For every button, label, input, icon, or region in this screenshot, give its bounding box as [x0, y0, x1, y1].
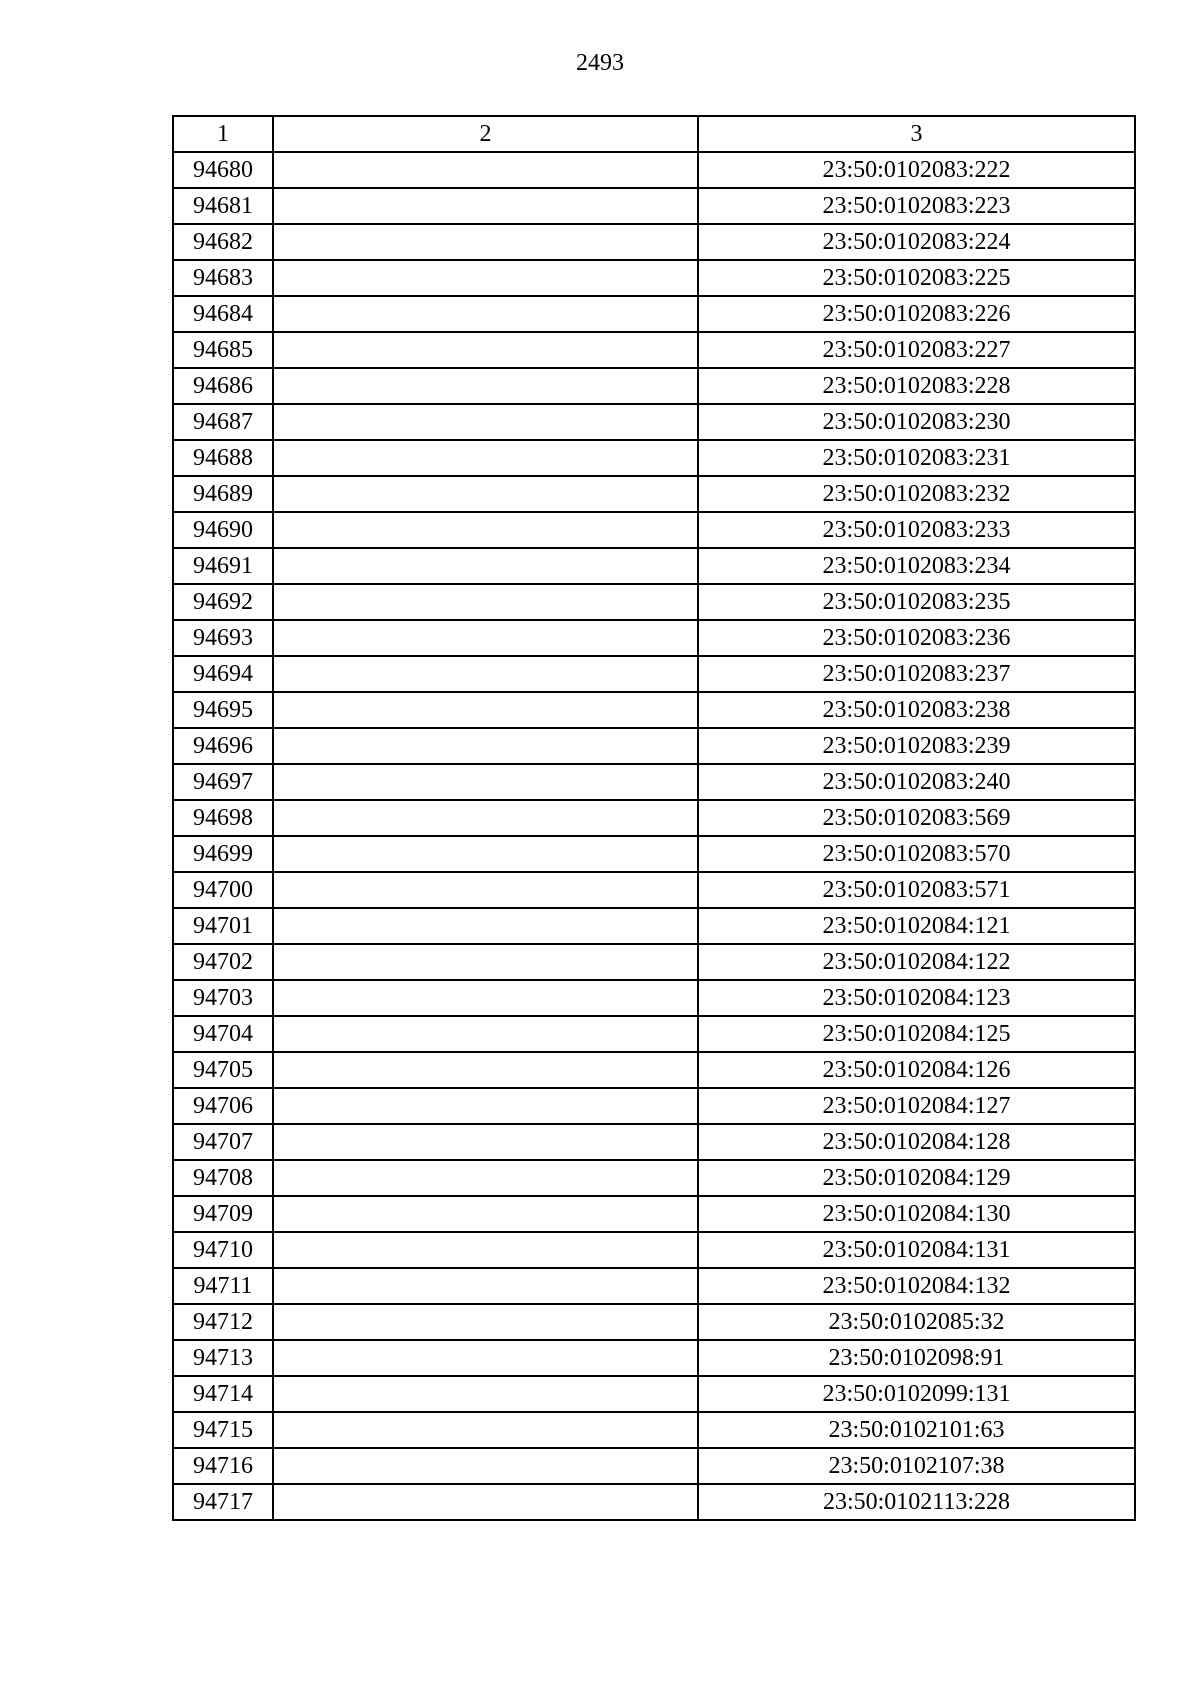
row-number-cell: 94682 [173, 224, 273, 260]
column-2-cell [273, 260, 698, 296]
cadastral-number-cell: 23:50:0102084:128 [698, 1124, 1135, 1160]
cadastral-number-cell: 23:50:0102084:125 [698, 1016, 1135, 1052]
row-number-cell: 94690 [173, 512, 273, 548]
table-row [173, 1160, 1135, 1196]
row-number-cell: 94712 [173, 1304, 273, 1340]
cadastral-number-cell: 23:50:0102083:234 [698, 548, 1135, 584]
row-number-cell: 94683 [173, 260, 273, 296]
column-2-cell [273, 296, 698, 332]
column-2-cell [273, 1484, 698, 1520]
cadastral-number-cell: 23:50:0102083:569 [698, 800, 1135, 836]
table-row [173, 1052, 1135, 1088]
table-row [173, 188, 1135, 224]
column-2-cell [273, 1016, 698, 1052]
row-number-cell: 94698 [173, 800, 273, 836]
page-number: 2493 [576, 50, 624, 76]
cadastral-number-cell: 23:50:0102084:127 [698, 1088, 1135, 1124]
table-row [173, 1448, 1135, 1484]
column-2-cell [273, 1088, 698, 1124]
table-row [173, 1304, 1135, 1340]
cadastral-number-cell: 23:50:0102083:232 [698, 476, 1135, 512]
cadastral-number-cell: 23:50:0102083:237 [698, 656, 1135, 692]
row-number-cell: 94701 [173, 908, 273, 944]
table-row [173, 1484, 1135, 1520]
row-number-cell: 94685 [173, 332, 273, 368]
table-row [173, 1232, 1135, 1268]
table-row [173, 764, 1135, 800]
column-2-cell [273, 656, 698, 692]
column-2-cell [273, 908, 698, 944]
row-number-cell: 94700 [173, 872, 273, 908]
column-2-cell [273, 1124, 698, 1160]
row-number-cell: 94714 [173, 1376, 273, 1412]
column-2-cell [273, 1448, 698, 1484]
row-number-cell: 94715 [173, 1412, 273, 1448]
row-number-cell: 94681 [173, 188, 273, 224]
row-number-cell: 94687 [173, 404, 273, 440]
cadastral-number-cell: 23:50:0102083:226 [698, 296, 1135, 332]
row-number-cell: 94717 [173, 1484, 273, 1520]
cadastral-number-cell: 23:50:0102083:230 [698, 404, 1135, 440]
row-number-cell: 94686 [173, 368, 273, 404]
table-row [173, 980, 1135, 1016]
table-row [173, 656, 1135, 692]
cadastral-number-cell: 23:50:0102083:228 [698, 368, 1135, 404]
column-2-cell [273, 368, 698, 404]
column-2-cell [273, 1160, 698, 1196]
table-row [173, 332, 1135, 368]
row-number-cell: 94697 [173, 764, 273, 800]
column-2-cell [273, 548, 698, 584]
row-number-cell: 94709 [173, 1196, 273, 1232]
row-number-cell: 94710 [173, 1232, 273, 1268]
row-number-cell: 94708 [173, 1160, 273, 1196]
cadastral-number-cell: 23:50:0102084:129 [698, 1160, 1135, 1196]
table-row [173, 584, 1135, 620]
table-row [173, 1376, 1135, 1412]
table-row [173, 296, 1135, 332]
column-2-cell [273, 980, 698, 1016]
table-row [173, 800, 1135, 836]
cadastral-number-cell: 23:50:0102083:222 [698, 152, 1135, 188]
column-2-cell [273, 1232, 698, 1268]
column-2-cell [273, 1304, 698, 1340]
column-2-cell [273, 584, 698, 620]
table-row [173, 620, 1135, 656]
cadastral-number-cell: 23:50:0102084:131 [698, 1232, 1135, 1268]
row-number-cell: 94692 [173, 584, 273, 620]
cadastral-number-cell: 23:50:0102083:236 [698, 620, 1135, 656]
cadastral-number-cell: 23:50:0102107:38 [698, 1448, 1135, 1484]
row-number-cell: 94693 [173, 620, 273, 656]
cadastral-number-cell: 23:50:0102084:126 [698, 1052, 1135, 1088]
table-row [173, 1340, 1135, 1376]
table-row [173, 1196, 1135, 1232]
cadastral-number-cell: 23:50:0102101:63 [698, 1412, 1135, 1448]
table-row [173, 548, 1135, 584]
column-2-cell [273, 836, 698, 872]
row-number-cell: 94713 [173, 1340, 273, 1376]
column-2-cell [273, 224, 698, 260]
table-row [173, 1268, 1135, 1304]
cadastral-number-cell: 23:50:0102083:235 [698, 584, 1135, 620]
header-col-1: 1 [173, 116, 273, 152]
header-row [173, 116, 1135, 152]
cadastral-number-cell: 23:50:0102084:132 [698, 1268, 1135, 1304]
header-col-3: 3 [698, 116, 1135, 152]
table-row [173, 1412, 1135, 1448]
cadastral-number-cell: 23:50:0102083:239 [698, 728, 1135, 764]
table-row [173, 368, 1135, 404]
cadastral-number-cell: 23:50:0102083:224 [698, 224, 1135, 260]
column-2-cell [273, 440, 698, 476]
column-2-cell [273, 1052, 698, 1088]
cadastral-number-cell: 23:50:0102113:228 [698, 1484, 1135, 1520]
row-number-cell: 94702 [173, 944, 273, 980]
table-row [173, 692, 1135, 728]
table-row [173, 1016, 1135, 1052]
cadastral-number-cell: 23:50:0102083:570 [698, 836, 1135, 872]
cadastral-number-cell: 23:50:0102084:130 [698, 1196, 1135, 1232]
column-2-cell [273, 1376, 698, 1412]
column-2-cell [273, 728, 698, 764]
cadastral-number-cell: 23:50:0102083:223 [698, 188, 1135, 224]
row-number-cell: 94707 [173, 1124, 273, 1160]
cadastral-number-cell: 23:50:0102083:227 [698, 332, 1135, 368]
cadastral-number-cell: 23:50:0102084:121 [698, 908, 1135, 944]
cadastral-number-cell: 23:50:0102083:238 [698, 692, 1135, 728]
column-2-cell [273, 188, 698, 224]
table-row [173, 944, 1135, 980]
row-number-cell: 94689 [173, 476, 273, 512]
cadastral-number-cell: 23:50:0102084:122 [698, 944, 1135, 980]
column-2-cell [273, 332, 698, 368]
column-2-cell [273, 512, 698, 548]
table-row [173, 260, 1135, 296]
header-col-2: 2 [273, 116, 698, 152]
row-number-cell: 94691 [173, 548, 273, 584]
row-number-cell: 94711 [173, 1268, 273, 1304]
table-row [173, 152, 1135, 188]
table-row [173, 728, 1135, 764]
row-number-cell: 94684 [173, 296, 273, 332]
cadastral-number-cell: 23:50:0102083:571 [698, 872, 1135, 908]
column-2-cell [273, 476, 698, 512]
table-row [173, 440, 1135, 476]
column-2-cell [273, 404, 698, 440]
registry-table [172, 115, 1136, 1521]
cadastral-number-cell: 23:50:0102099:131 [698, 1376, 1135, 1412]
row-number-cell: 94705 [173, 1052, 273, 1088]
cadastral-number-cell: 23:50:0102083:231 [698, 440, 1135, 476]
column-2-cell [273, 944, 698, 980]
table-row [173, 404, 1135, 440]
row-number-cell: 94716 [173, 1448, 273, 1484]
column-2-cell [273, 620, 698, 656]
cadastral-number-cell: 23:50:0102085:32 [698, 1304, 1135, 1340]
row-number-cell: 94703 [173, 980, 273, 1016]
cadastral-number-cell: 23:50:0102083:225 [698, 260, 1135, 296]
row-number-cell: 94696 [173, 728, 273, 764]
row-number-cell: 94699 [173, 836, 273, 872]
row-number-cell: 94704 [173, 1016, 273, 1052]
column-2-cell [273, 1340, 698, 1376]
row-number-cell: 94688 [173, 440, 273, 476]
cadastral-number-cell: 23:50:0102083:240 [698, 764, 1135, 800]
table-row [173, 872, 1135, 908]
column-2-cell [273, 152, 698, 188]
row-number-cell: 94694 [173, 656, 273, 692]
column-2-cell [273, 872, 698, 908]
table-row [173, 476, 1135, 512]
row-number-cell: 94706 [173, 1088, 273, 1124]
table-row [173, 836, 1135, 872]
table-row [173, 224, 1135, 260]
column-2-cell [273, 1196, 698, 1232]
cadastral-number-cell: 23:50:0102084:123 [698, 980, 1135, 1016]
table-row [173, 1124, 1135, 1160]
column-2-cell [273, 1412, 698, 1448]
table-row [173, 512, 1135, 548]
table-row [173, 1088, 1135, 1124]
row-number-cell: 94680 [173, 152, 273, 188]
column-2-cell [273, 800, 698, 836]
column-2-cell [273, 764, 698, 800]
table-row [173, 908, 1135, 944]
cadastral-number-cell: 23:50:0102083:233 [698, 512, 1135, 548]
row-number-cell: 94695 [173, 692, 273, 728]
column-2-cell [273, 692, 698, 728]
column-2-cell [273, 1268, 698, 1304]
table-body [173, 152, 1135, 1520]
cadastral-number-cell: 23:50:0102098:91 [698, 1340, 1135, 1376]
